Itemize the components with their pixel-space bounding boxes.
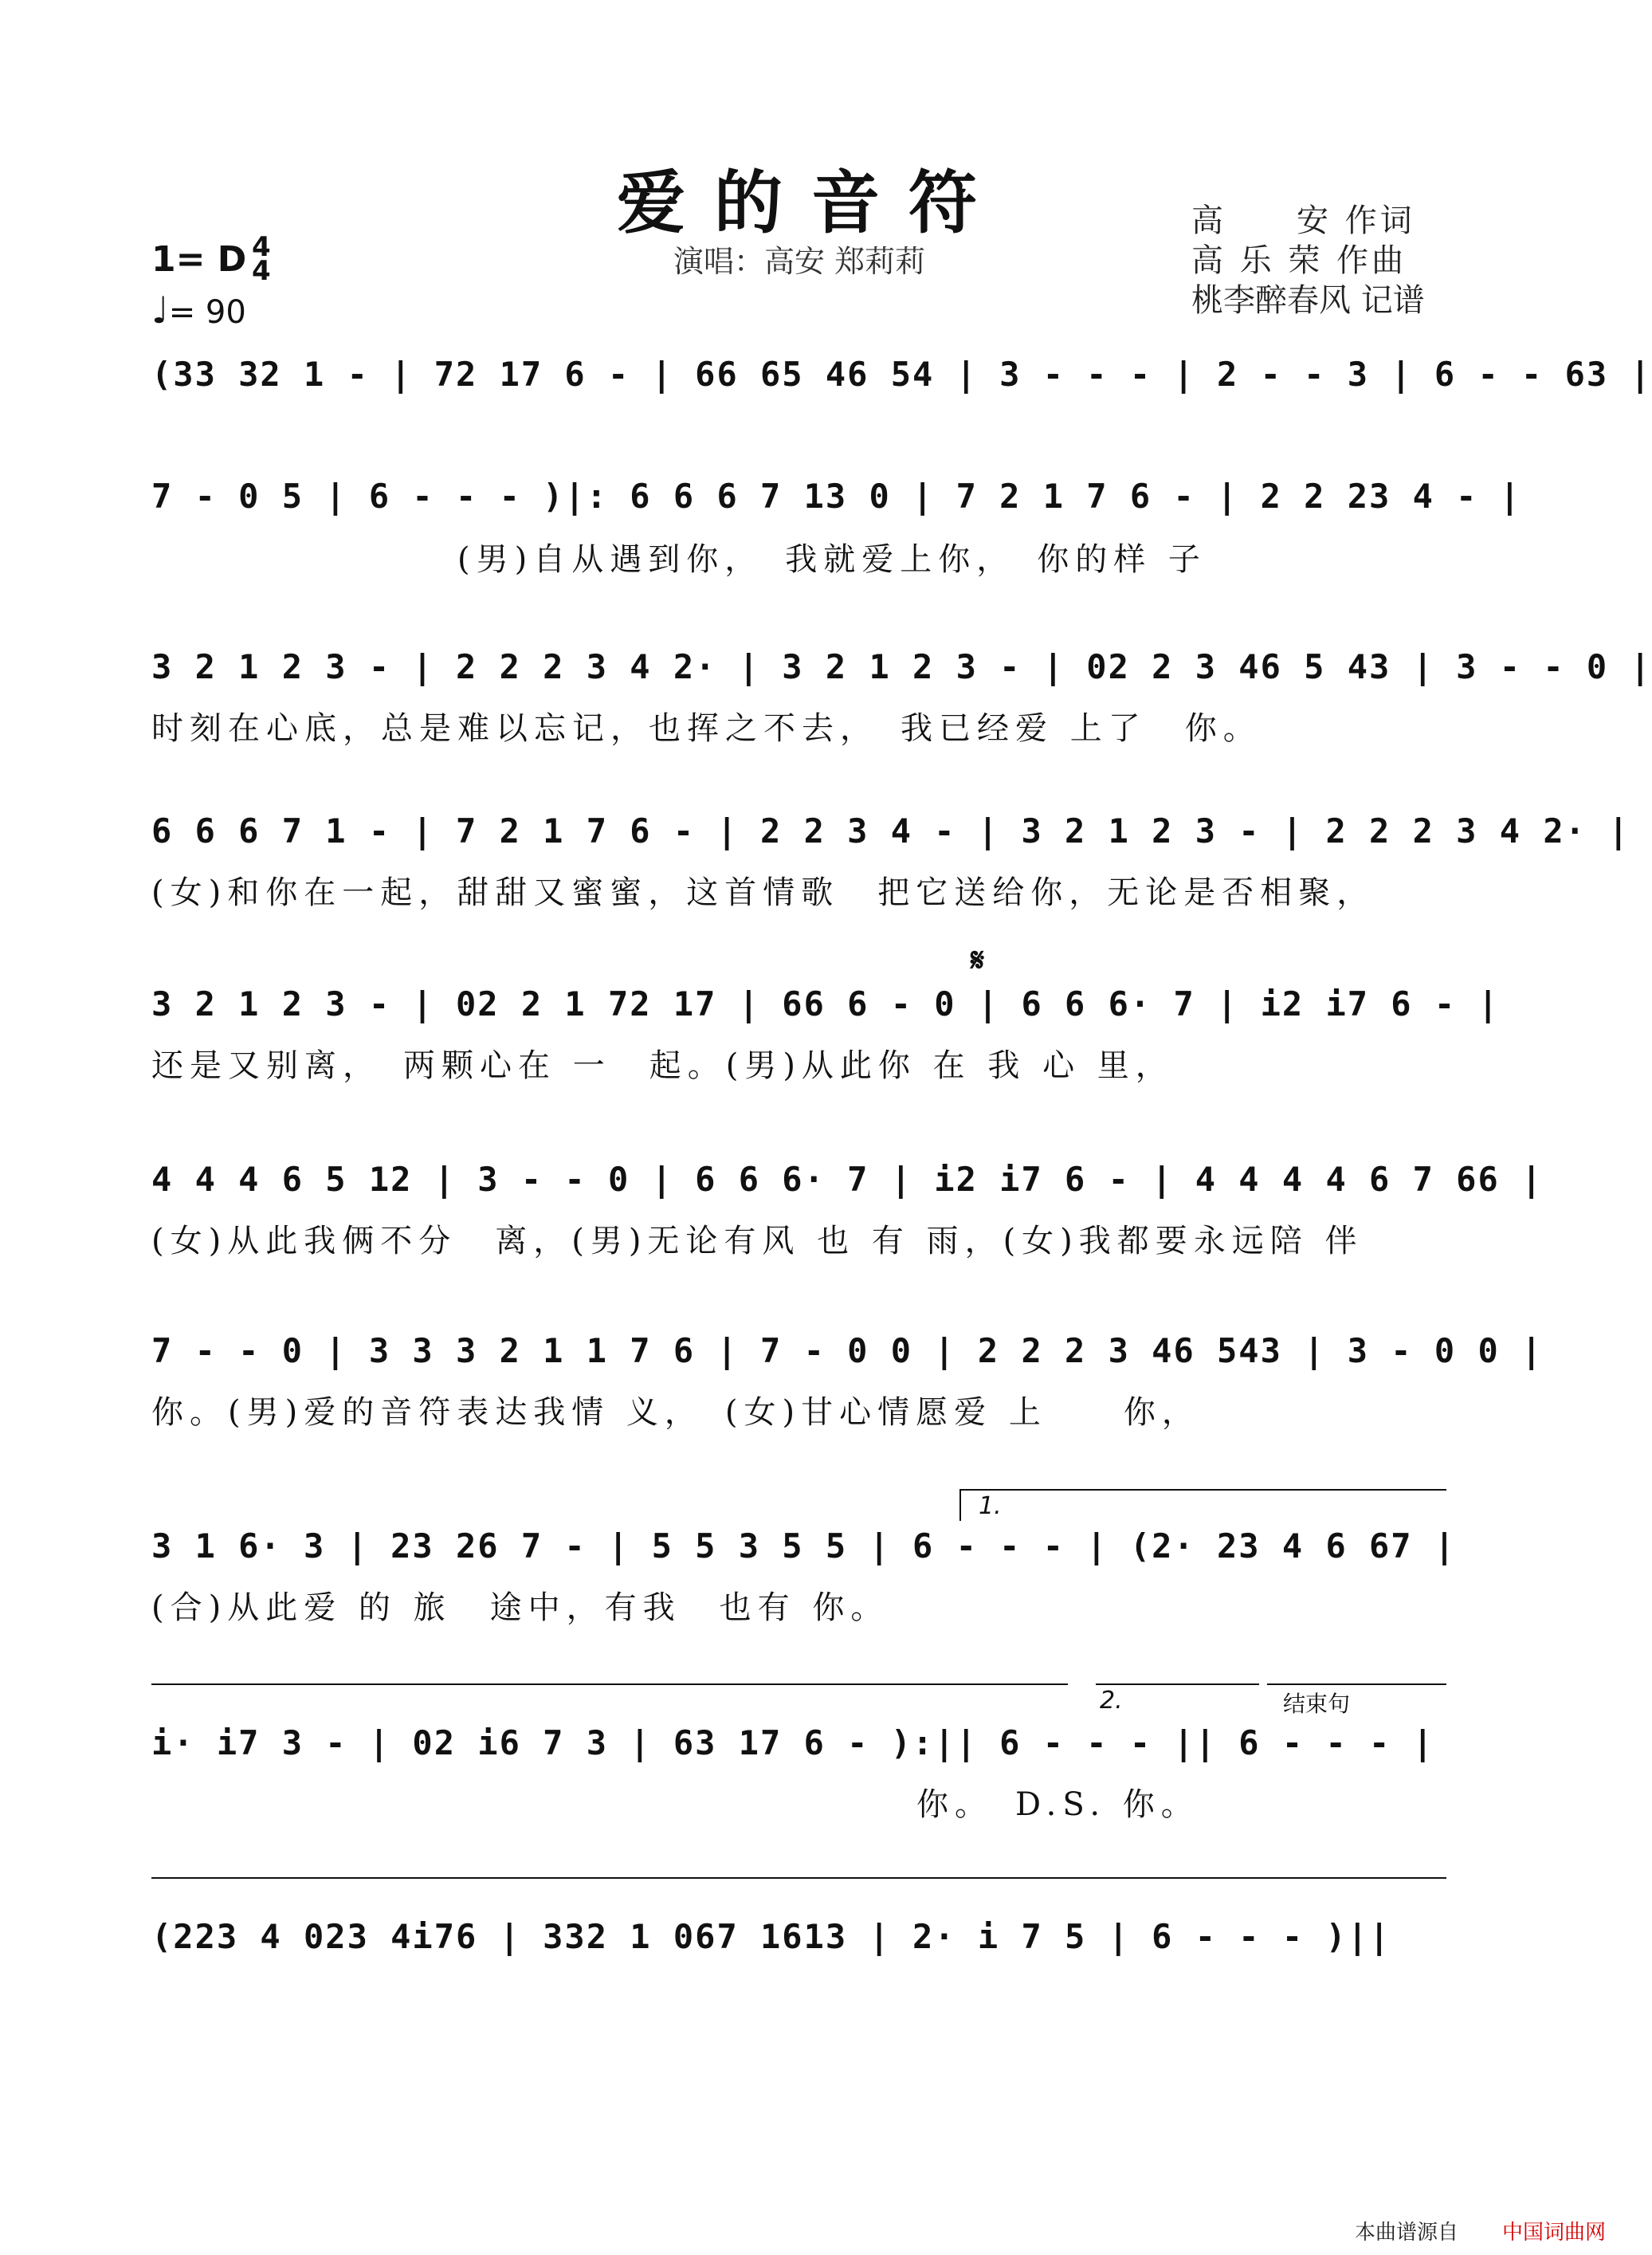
lyrics-line: (女)从此我俩不分 离，(男)无论有风 也 有 雨，(女)我都要永远陪 伴 bbox=[151, 1223, 1364, 1259]
segno-sign: 𝄋 bbox=[971, 942, 985, 979]
notes-line: 7 - - 0 | 3 3 3 2 1 1 7 6 | 7 - 0 0 | 2 2 2 3 46 543 | 3 - 0 0 | bbox=[151, 1331, 1544, 1370]
singer-credit: 演唱：高安 郑莉莉 bbox=[673, 244, 926, 279]
lyrics-line: 还是又别离， 两颗心在 一 起。(男)从此你 在 我 心 里， bbox=[151, 1047, 1174, 1084]
notes-line: 6 6 6 7 1 - | 7 2 1 7 6 - | 2 2 3 4 - | 3 2 1 2 3 - | 2 2 2 3 4 2· | bbox=[151, 811, 1630, 851]
notes-line: (33 32 1 - | 72 17 6 - | 66 65 46 54 | 3 - - - | 2 - - 3 | 6 - - 63 | bbox=[151, 355, 1652, 394]
notes-line: 7 - 0 5 | 6 - - - )|: 6 6 6 7 13 0 | 7 2 1 7 6 - | 2 2 23 4 - | bbox=[151, 477, 1522, 516]
composer-credit: 高 乐 荣 作曲 bbox=[1191, 242, 1407, 279]
tempo-value: = 90 bbox=[168, 294, 246, 331]
lyrics-line: (男)自从遇到你， 我就爱上你， 你的样 子 bbox=[151, 541, 1207, 578]
footer-source: 本曲谱源自 bbox=[1355, 2221, 1459, 2245]
lyrics-line: 时刻在心底，总是难以忘记，也挥之不去， 我已经爱 上了 你。 bbox=[151, 710, 1262, 747]
quarter-note-icon: ♩ bbox=[151, 289, 169, 332]
volta-1-bracket-edge bbox=[959, 1489, 961, 1521]
notes-line: i· i7 3 - | 02 i6 7 3 | 63 17 6 - ):|| 6 - - - || 6 - - - | bbox=[151, 1723, 1434, 1762]
ending-bracket bbox=[1267, 1683, 1446, 1685]
transcriber-credit: 桃李醉春风 记谱 bbox=[1191, 282, 1425, 319]
notes-line: 3 1 6· 3 | 23 26 7 - | 5 5 3 5 5 | 6 - - - | (2· 23 4 6 67 | bbox=[151, 1526, 1457, 1566]
notes-line: 4 4 4 6 5 12 | 3 - - 0 | 6 6 6· 7 | i2 i7 6 - | 4 4 4 4 6 7 66 | bbox=[151, 1160, 1544, 1199]
volta-2-bracket bbox=[1096, 1683, 1259, 1685]
ending-label: 结束句 bbox=[1283, 1691, 1351, 1717]
volta-1-continuation bbox=[151, 1683, 1068, 1685]
key-signature: 1= D bbox=[151, 239, 247, 280]
time-signature-bottom: 4 bbox=[252, 255, 271, 287]
tempo-marking bbox=[151, 289, 246, 332]
volta-1-bracket bbox=[959, 1489, 1446, 1491]
volta-1-label: 1. bbox=[979, 1492, 1002, 1520]
time-signature-top: 4 bbox=[252, 231, 271, 263]
notes-line: 3 2 1 2 3 - | 2 2 2 3 4 2· | 3 2 1 2 3 - | 02 2 3 46 5 43 | 3 - - 0 | bbox=[151, 647, 1652, 686]
lyrics-line: 你。(男)爱的音符表达我情 义， (女)甘心情愿爱 上 你， bbox=[151, 1394, 1200, 1431]
lyricist-credit: 高 安 作词 bbox=[1191, 202, 1415, 239]
footer-site-link[interactable]: 中国词曲网 bbox=[1502, 2221, 1607, 2245]
notes-line: 3 2 1 2 3 - | 02 2 1 72 17 | 66 6 - 0 | 6 6 6· 7 | i2 i7 6 - | bbox=[151, 984, 1500, 1023]
time-signature bbox=[252, 231, 271, 287]
volta-2-label: 2. bbox=[1100, 1687, 1123, 1715]
song-title: 爱的音符 bbox=[617, 163, 1006, 243]
lyrics-line: 你。 D.S. 你。 bbox=[151, 1786, 1199, 1823]
interlude-bracket bbox=[151, 1877, 1446, 1879]
lyrics-line: (女)和你在一起，甜甜又蜜蜜，这首情歌 把它送给你，无论是否相聚， bbox=[151, 874, 1375, 911]
notes-line: (223 4 023 4i76 | 332 1 067 1613 | 2· i 7 5 | 6 - - - )|| bbox=[151, 1917, 1391, 1956]
lyrics-line: (合)从此爱 的 旅 途中，有我 也有 你。 bbox=[151, 1589, 889, 1626]
